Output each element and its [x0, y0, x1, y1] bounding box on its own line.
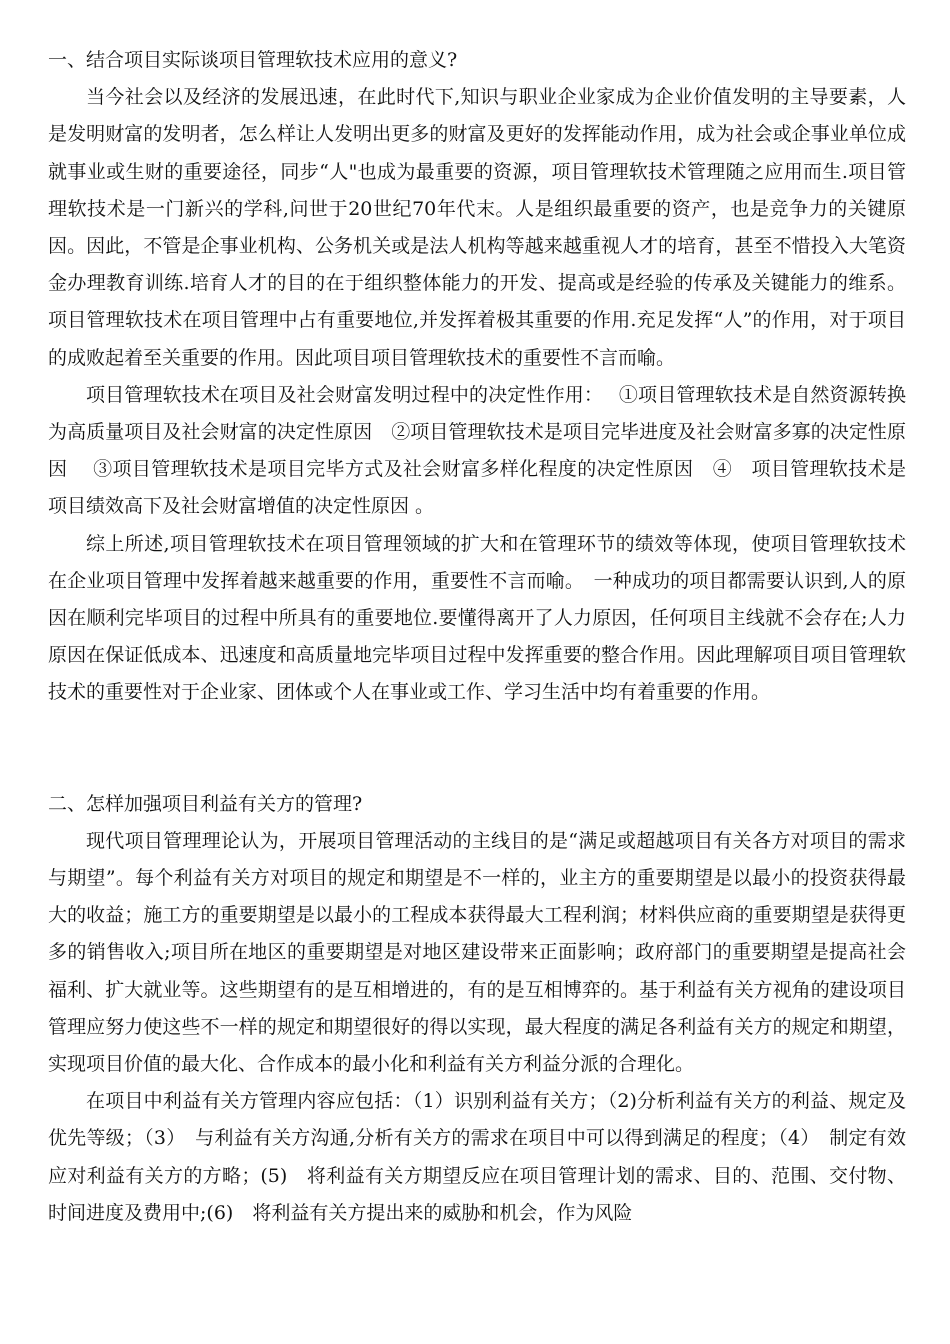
section-spacer	[48, 712, 906, 786]
section-1-paragraph-3: 综上所述,项目管理软技术在项目管理领域的扩大和在管理环节的绩效等体现，使项目管理软技术在企业项目管理中发挥着越来越重要的作用，重要性不言而喻。 一种成功的项目都需要认识到,人的原因在顺利完毕项目的过程中所具有的重要地位.要懂得离开了人力原因，任何项目主线就不会存在;人力原因在保证低成本、迅速度和高质量地完毕项目过程中发挥重要的整合作用。因此理解项目项目管理软技术的重要性对于企业家、团体或个人在事业或工作、学习生活中均有着重要的作用。	[48, 532, 906, 704]
section-1-heading: 一、结合项目实际谈项目管理软技术应用的意义?	[48, 49, 458, 71]
section-2-paragraph-2: 在项目中利益有关方管理内容应包括：（1）识别利益有关方；（2)分析利益有关方的利益、规定及优先等级；（3） 与利益有关方沟通,分析有关方的需求在项目中可以得到满足的程度；（4） 制定有效应对利益有关方的方略；(5) 将利益有关方期望反应在项目管理计划的需求、目的、范围、交付物、时间进度及费用中;(6) 将利益有关方提出来的威胁和机会，作为风险	[48, 1090, 906, 1224]
section-2-heading: 二、怎样加强项目利益有关方的管理?	[48, 792, 363, 815]
section-1-paragraph-2: 项目管理软技术在项目及社会财富发明过程中的决定性作用： ①项目管理软技术是自然资源转换为高质量项目及社会财富的决定性原因 ②项目管理软技术是项目完毕进度及社会财富多寡的决定性原因 ③项目管理软技术是项目完毕方式及社会财富多样化程度的决定性原因 ④ 项目管理软技术是项目绩效高下及社会财富增值的决定性原因 。	[48, 383, 906, 518]
section-1-paragraph-1: 当今社会以及经济的发展迅速，在此时代下,知识与职业企业家成为企业价值发明的主导要素，人是发明财富的发明者，怎么样让人发明出更多的财富及更好的发挥能动作用，成为社会或企事业单位成就事业或生财的重要途径，同步“人"也成为最重要的资源，项目管理软技术管理随之应用而生.项目管理软技术是一门新兴的学科,问世于20世纪70年代末。人是组织最重要的资产，也是竞争力的关键原因。因此，不管是企事业机构、公务机关或是法人机构等越来越重视人才的培育，甚至不惜投入大笔资金办理教育训练.培育人才的目的在于组织整体能力的开发、提高或是经验的传承及关键能力的维系。项目管理软技术在项目管理中占有重要地位,并发挥着极其重要的作用.充足发挥“人”的作用，对于项目的成败起着至关重要的作用。因此项目项目管理软技术的重要性不言而喻。	[48, 86, 906, 369]
section-2-paragraph-1: 现代项目管理理论认为，开展项目管理活动的主线目的是“满足或超越项目有关各方对项目的需求与期望”。每个利益有关方对项目的规定和期望是不一样的，业主方的重要期望是以最小的投资获得最大的收益；施工方的重要期望是以最小的工程成本获得最大工程利润；材料供应商的重要期望是获得更多的销售收入;项目所在地区的重要期望是对地区建设带来正面影响；政府部门的重要期望是提高社会福利、扩大就业等。这些期望有的是互相增进的，有的是互相博弈的。基于利益有关方视角的建设项目管理应努力使这些不一样的规定和期望很好的得以实现，最大程度的满足各利益有关方的规定和期望，实现项目价值的最大化、合作成本的最小化和利益有关方利益分派的合理化。	[48, 829, 906, 1076]
